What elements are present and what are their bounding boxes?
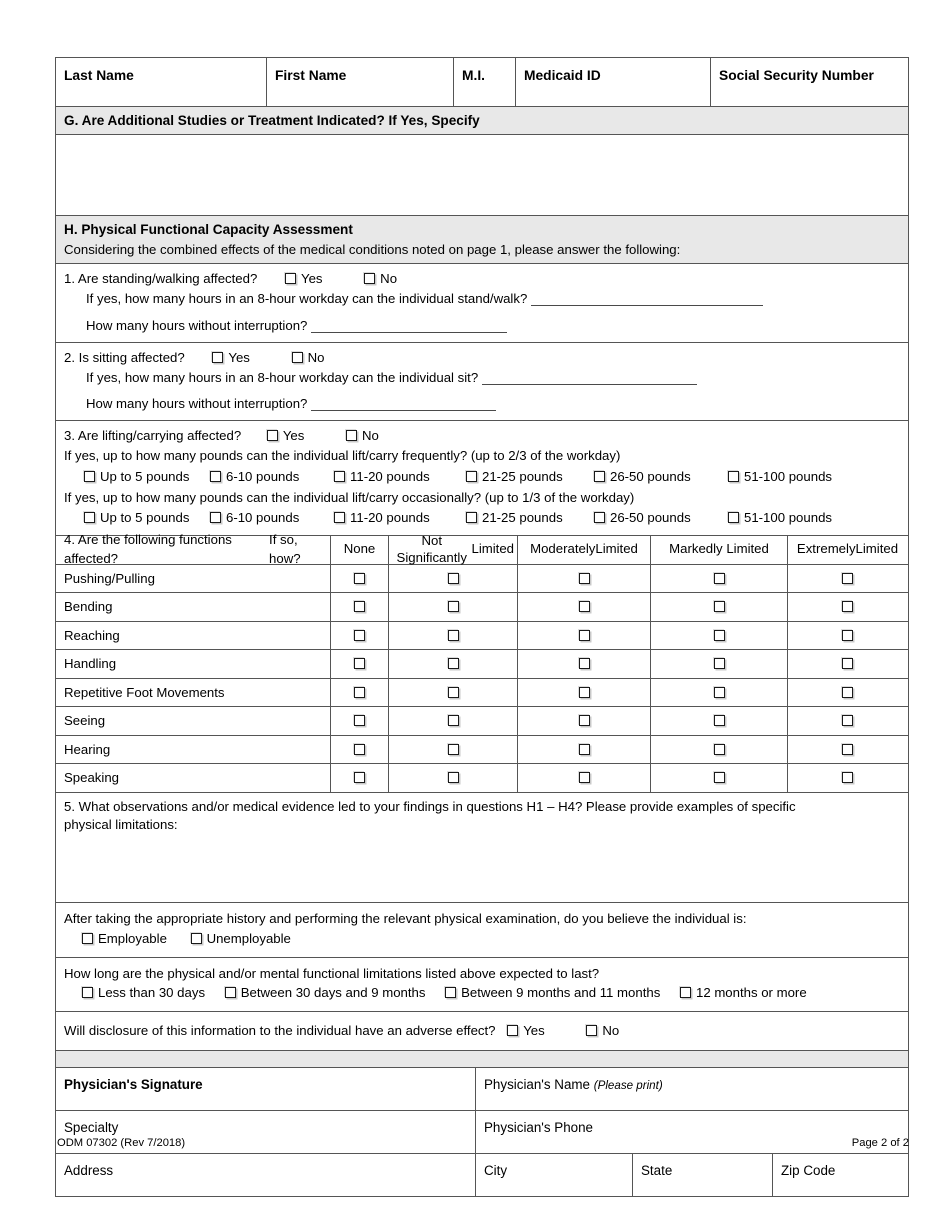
section-h-title: H. Physical Functional Capacity Assessment (64, 222, 353, 238)
disclosure-prompt: Will disclosure of this information to the individual have an adverse effect? (64, 1023, 496, 1039)
physician-name-label: Physician's Name (484, 1077, 591, 1093)
h4-function-label: Bending (56, 593, 331, 621)
h1-hours-workday-line (64, 289, 900, 309)
checkbox-icon[interactable] (842, 772, 853, 783)
h4-checkbox-cell[interactable] (518, 593, 651, 621)
h4-function-label: Handling (56, 650, 331, 678)
section-g-answer-box[interactable] (56, 135, 908, 215)
signature-divider (56, 1051, 908, 1067)
h4-checkbox-cell[interactable] (389, 565, 518, 593)
duration-block (56, 958, 908, 1012)
h4-column-header-none (331, 536, 389, 564)
h1-uninterrupted-line (64, 316, 900, 336)
checkbox-icon[interactable] (728, 471, 739, 482)
checkbox-icon[interactable] (448, 658, 459, 669)
state-label: State (641, 1163, 673, 1179)
h2-no-label: No (307, 349, 325, 365)
h4-function-label: Pushing/Pulling (56, 565, 331, 593)
duration-option-label-2: Between 9 months and 11 months (461, 985, 661, 1001)
h3-occ-option-label-2: 11-20 pounds (350, 510, 430, 526)
employability-row (56, 903, 908, 958)
question-h2-row (56, 343, 908, 421)
checkbox-icon[interactable] (84, 471, 95, 482)
city-label: City (484, 1163, 508, 1179)
h3-occ-option-0[interactable] (84, 508, 210, 528)
physician-name-note: (Please print) (593, 1079, 663, 1093)
h3-freq-option-label-4: 26-50 pounds (610, 468, 691, 484)
h4-checkbox-cell[interactable] (331, 707, 389, 735)
checkbox-icon[interactable] (714, 601, 725, 612)
employability-options (64, 929, 900, 949)
h2-hours-workday-line (64, 368, 900, 388)
table-row (56, 707, 908, 736)
checkbox-icon[interactable] (448, 772, 459, 783)
question-h1-row (56, 264, 908, 342)
zip-code-field[interactable] (773, 1154, 908, 1196)
first-name-field[interactable] (267, 58, 454, 106)
section-g-banner-row (56, 107, 908, 135)
h3-no-option[interactable] (346, 426, 379, 446)
h4-checkbox-cell[interactable] (788, 707, 907, 735)
table-row (56, 736, 908, 765)
checkbox-icon[interactable] (354, 687, 365, 698)
checkbox-icon[interactable] (714, 744, 725, 755)
h4-checkbox-cell[interactable] (518, 650, 651, 678)
address-label: Address (64, 1163, 114, 1179)
h4-prompt-line2: If so, how? (269, 532, 301, 567)
h4-checkbox-cell[interactable] (518, 736, 651, 764)
h3-occ-option-4[interactable] (594, 508, 728, 528)
h3-occ-option-5[interactable] (728, 508, 832, 528)
h4-checkbox-cell[interactable] (331, 565, 389, 593)
form-container (55, 57, 909, 1197)
h1-yes-option[interactable] (285, 269, 323, 289)
table-row (56, 679, 908, 708)
checkbox-icon[interactable] (579, 715, 590, 726)
checkbox-icon[interactable] (334, 512, 345, 523)
h2-uninterrupted-input[interactable] (311, 397, 496, 411)
checkbox-icon[interactable] (594, 471, 605, 482)
h2-hours-workday-label: If yes, how many hours in an 8-hour workday can the individual sit? (86, 369, 479, 385)
h1-hours-workday-label: If yes, how many hours in an 8-hour workday can the individual stand/walk? (86, 291, 528, 307)
table-row (56, 764, 908, 793)
first-name-label: First Name (275, 68, 347, 83)
medicaid-id-field[interactable] (516, 58, 711, 106)
h4-checkbox-cell[interactable] (651, 764, 788, 792)
h4-checkbox-cell[interactable] (331, 679, 389, 707)
checkbox-icon[interactable] (445, 987, 456, 998)
h4-checkbox-cell[interactable] (331, 736, 389, 764)
physician-phone-label: Physician's Phone (484, 1120, 594, 1136)
question-h3 (56, 421, 908, 535)
checkbox-icon[interactable] (507, 1025, 518, 1036)
h4-checkbox-cell[interactable] (651, 679, 788, 707)
question-h4-body (56, 565, 908, 793)
duration-option-1[interactable] (225, 983, 426, 1003)
h4-function-label: Hearing (56, 736, 331, 764)
medicaid-id-label: Medicaid ID (524, 68, 601, 83)
h5-prompt-line1: 5. What observations and/or medical evidence led to your findings in questions H1 – H4? Please provide examples of specific (64, 798, 796, 814)
checkbox-icon[interactable] (84, 512, 95, 523)
checkbox-icon[interactable] (579, 744, 590, 755)
h4-col-mod-line2: Limited (595, 541, 638, 557)
h4-checkbox-cell[interactable] (651, 593, 788, 621)
h3-occ-option-2[interactable] (334, 508, 466, 528)
h3-frequently-options (62, 466, 900, 488)
checkbox-icon[interactable] (191, 933, 202, 944)
patient-identification-row (56, 58, 908, 107)
h1-hours-workday-input[interactable] (531, 292, 763, 306)
h4-checkbox-cell[interactable] (651, 622, 788, 650)
duration-option-0[interactable] (82, 983, 205, 1003)
section-h-banner-row (56, 216, 908, 264)
h4-column-header-moderately-limited (518, 536, 651, 564)
checkbox-icon[interactable] (579, 772, 590, 783)
h4-col-notsig-line1: Not Significantly (396, 532, 467, 566)
h4-checkbox-cell[interactable] (389, 764, 518, 792)
h2-yes-option[interactable] (212, 348, 250, 368)
checkbox-icon[interactable] (346, 430, 357, 441)
h3-occ-option-label-4: 26-50 pounds (610, 510, 691, 526)
last-name-label: Last Name (64, 68, 134, 83)
checkbox-icon[interactable] (212, 352, 223, 363)
form-id: ODM 07302 (Rev 7/2018) (57, 1137, 186, 1149)
question-h5-row (56, 793, 908, 903)
h3-yes-label: Yes (282, 428, 305, 444)
ssn-label: Social Security Number (719, 68, 874, 83)
h4-checkbox-cell[interactable] (788, 650, 907, 678)
checkbox-icon[interactable] (842, 715, 853, 726)
h4-function-label: Seeing (56, 707, 331, 735)
duration-option-2[interactable] (445, 983, 660, 1003)
h4-checkbox-cell[interactable] (651, 736, 788, 764)
h3-occasionally-prompt: If yes, up to how many pounds can the individual lift/carry occasionally? (up to 1/3 of the workday) (64, 489, 635, 505)
checkbox-icon[interactable] (714, 772, 725, 783)
checkbox-icon[interactable] (842, 573, 853, 584)
page-footer (57, 1137, 909, 1149)
h3-occ-option-label-3: 21-25 pounds (482, 510, 563, 526)
checkbox-icon[interactable] (579, 630, 590, 641)
h4-column-header-not-significantly-limited (389, 532, 518, 566)
section-h-subtitle: Considering the combined effects of the medical conditions noted on page 1, please answer the following: (64, 241, 681, 257)
employable-label: Employable (98, 930, 167, 946)
checkbox-icon[interactable] (354, 601, 365, 612)
h2-yes-label: Yes (228, 349, 250, 365)
h4-col-notsig-line2: Limited (471, 541, 514, 557)
h3-prompt-line (62, 426, 900, 446)
checkbox-icon[interactable] (267, 430, 278, 441)
h4-prompt-line1: 4. Are the following functions affected? (64, 532, 232, 567)
checkbox-icon[interactable] (448, 573, 459, 584)
checkbox-icon[interactable] (579, 601, 590, 612)
checkbox-icon[interactable] (728, 512, 739, 523)
h3-freq-option-2[interactable] (334, 467, 466, 487)
checkbox-icon[interactable] (354, 772, 365, 783)
h4-checkbox-cell[interactable] (389, 679, 518, 707)
table-row (56, 593, 908, 622)
disclosure-yes-label: Yes (523, 1023, 545, 1039)
h4-checkbox-cell[interactable] (518, 565, 651, 593)
disclosure-row (56, 1012, 908, 1051)
ssn-field[interactable] (711, 58, 907, 106)
employability-prompt: After taking the appropriate history and performing the relevant physical examination, do you believe the individual is: (64, 911, 747, 927)
h3-freq-option-5[interactable] (728, 467, 832, 487)
disclosure-no-label: No (602, 1023, 620, 1039)
h4-checkbox-cell[interactable] (788, 764, 907, 792)
checkbox-icon[interactable] (285, 273, 296, 284)
employable-option[interactable] (82, 929, 167, 949)
checkbox-icon[interactable] (842, 658, 853, 669)
h4-column-header-markedly-limited (651, 536, 788, 564)
h4-col-mod-line1: Moderately (530, 541, 596, 557)
table-row (56, 622, 908, 651)
h3-occ-option-3[interactable] (466, 508, 594, 528)
checkbox-icon[interactable] (354, 630, 365, 641)
h4-checkbox-cell[interactable] (651, 650, 788, 678)
h4-checkbox-cell[interactable] (518, 622, 651, 650)
duration-option-3[interactable] (680, 983, 807, 1003)
table-row (56, 650, 908, 679)
checkbox-icon[interactable] (714, 715, 725, 726)
question-h1 (56, 264, 908, 341)
h4-checkbox-cell[interactable] (518, 764, 651, 792)
h4-checkbox-cell[interactable] (389, 650, 518, 678)
h3-frequently-prompt: If yes, up to how many pounds can the individual lift/carry frequently? (up to 2/3 of the workday) (64, 447, 621, 463)
checkbox-icon[interactable] (579, 687, 590, 698)
h4-col-marked-line1: Markedly Limited (669, 541, 769, 557)
h1-no-label: No (380, 271, 398, 287)
h4-prompt-cell (56, 532, 331, 567)
h4-checkbox-cell[interactable] (331, 622, 389, 650)
page-number: Page 2 of 2 (851, 1137, 909, 1149)
h2-uninterrupted-label: How many hours without interruption? (86, 396, 308, 412)
h1-prompt: 1. Are standing/walking affected? (64, 271, 258, 287)
h1-yes-label: Yes (300, 271, 323, 287)
duration-option-label-3: 12 months or more (695, 985, 807, 1001)
checkbox-icon[interactable] (466, 512, 477, 523)
duration-option-label-1: Between 30 days and 9 months (240, 985, 426, 1001)
h1-prompt-line (64, 269, 900, 289)
checkbox-icon[interactable] (842, 744, 853, 755)
h3-freq-option-label-5: 51-100 pounds (744, 468, 832, 484)
last-name-field[interactable] (56, 58, 267, 106)
h4-checkbox-cell[interactable] (788, 679, 907, 707)
checkbox-icon[interactable] (448, 715, 459, 726)
question-h2 (56, 343, 908, 420)
unemployable-label: Unemployable (206, 930, 291, 946)
physician-signature-row (56, 1068, 908, 1111)
disclosure-block (56, 1012, 908, 1050)
section-g-title: G. Are Additional Studies or Treatment Indicated? If Yes, Specify (56, 107, 908, 134)
h3-freq-option-label-1: 6-10 pounds (226, 468, 300, 484)
h4-col-none-line1: None (343, 541, 376, 557)
middle-initial-label: M.I. (462, 68, 485, 83)
checkbox-icon[interactable] (466, 471, 477, 482)
checkbox-icon[interactable] (714, 658, 725, 669)
duration-options (64, 983, 900, 1003)
h5-prompt-line2: physical limitations: (64, 817, 178, 833)
section-g-answer-row (56, 135, 908, 216)
checkbox-icon[interactable] (354, 573, 365, 584)
h4-checkbox-cell[interactable] (788, 593, 907, 621)
employability-block (56, 903, 908, 957)
physician-name-field[interactable] (476, 1068, 908, 1110)
h1-uninterrupted-input[interactable] (311, 319, 507, 333)
h3-freq-option-label-2: 11-20 pounds (350, 468, 430, 484)
signature-divider-row (56, 1051, 908, 1068)
h3-occ-option-label-1: 6-10 pounds (226, 510, 300, 526)
h2-prompt: 2. Is sitting affected? (64, 349, 185, 365)
h3-yes-option[interactable] (267, 426, 305, 446)
middle-initial-field[interactable] (454, 58, 516, 106)
checkbox-icon[interactable] (586, 1025, 597, 1036)
checkbox-icon[interactable] (448, 687, 459, 698)
checkbox-icon[interactable] (334, 471, 345, 482)
section-h-banner (56, 216, 908, 263)
h4-checkbox-cell[interactable] (651, 707, 788, 735)
h4-checkbox-cell[interactable] (389, 707, 518, 735)
checkbox-icon[interactable] (842, 630, 853, 641)
checkbox-icon[interactable] (594, 512, 605, 523)
specialty-label: Specialty (64, 1120, 119, 1136)
checkbox-icon[interactable] (364, 273, 375, 284)
disclosure-no-option[interactable] (586, 1021, 619, 1041)
h4-checkbox-cell[interactable] (389, 736, 518, 764)
checkbox-icon[interactable] (210, 471, 221, 482)
h4-checkbox-cell[interactable] (788, 622, 907, 650)
duration-prompt: How long are the physical and/or mental functional limitations listed above expected to last? (64, 965, 600, 981)
h4-checkbox-cell[interactable] (331, 650, 389, 678)
h4-function-label: Speaking (56, 764, 331, 792)
zip-code-label: Zip Code (781, 1163, 836, 1179)
h4-checkbox-cell[interactable] (331, 764, 389, 792)
question-h5 (56, 793, 908, 902)
h3-freq-option-3[interactable] (466, 467, 594, 487)
checkbox-icon[interactable] (354, 715, 365, 726)
checkbox-icon[interactable] (714, 573, 725, 584)
h4-checkbox-cell[interactable] (518, 679, 651, 707)
h3-freq-option-1[interactable] (210, 467, 334, 487)
state-field[interactable] (633, 1154, 773, 1196)
checkbox-icon[interactable] (842, 687, 853, 698)
h3-no-label: No (362, 428, 379, 444)
h3-occ-option-1[interactable] (210, 508, 334, 528)
h2-uninterrupted-line (64, 394, 900, 414)
checkbox-icon[interactable] (448, 601, 459, 612)
checkbox-icon[interactable] (714, 630, 725, 641)
h4-checkbox-cell[interactable] (788, 736, 907, 764)
h4-checkbox-cell[interactable] (518, 707, 651, 735)
checkbox-icon[interactable] (842, 601, 853, 612)
checkbox-icon[interactable] (82, 987, 93, 998)
h4-checkbox-cell[interactable] (788, 565, 907, 593)
h3-occ-option-label-5: 51-100 pounds (744, 510, 832, 526)
checkbox-icon[interactable] (448, 630, 459, 641)
checkbox-icon[interactable] (354, 744, 365, 755)
question-h4-header-row (56, 532, 908, 567)
h3-freq-option-label-3: 21-25 pounds (482, 468, 563, 484)
checkbox-icon[interactable] (82, 933, 93, 944)
h2-hours-workday-input[interactable] (482, 371, 697, 385)
physician-signature-label: Physician's Signature (64, 1077, 203, 1093)
checkbox-icon[interactable] (579, 573, 590, 584)
unemployable-option[interactable] (191, 929, 291, 949)
duration-row (56, 958, 908, 1013)
h3-freq-option-label-0: Up to 5 pounds (100, 468, 190, 484)
h2-no-option[interactable] (292, 348, 325, 368)
h1-no-option[interactable] (364, 269, 397, 289)
city-field[interactable] (476, 1154, 633, 1196)
h4-function-label: Repetitive Foot Movements (56, 679, 331, 707)
checkbox-icon[interactable] (448, 744, 459, 755)
h5-answer-area[interactable] (64, 835, 900, 897)
address-row (56, 1154, 908, 1196)
question-h3-row (56, 421, 908, 536)
h3-freq-option-0[interactable] (84, 467, 210, 487)
disclosure-yes-option[interactable] (507, 1021, 545, 1041)
h4-checkbox-cell[interactable] (389, 593, 518, 621)
h4-checkbox-cell[interactable] (389, 622, 518, 650)
duration-option-label-0: Less than 30 days (98, 985, 206, 1001)
h4-column-header-extremely-limited (788, 536, 907, 564)
checkbox-icon[interactable] (579, 658, 590, 669)
h4-checkbox-cell[interactable] (331, 593, 389, 621)
checkbox-icon[interactable] (680, 987, 691, 998)
checkbox-icon[interactable] (292, 352, 303, 363)
h3-occ-option-label-0: Up to 5 pounds (100, 510, 190, 526)
h2-prompt-line (64, 348, 900, 368)
h1-uninterrupted-label: How many hours without interruption? (86, 317, 308, 333)
table-row (56, 565, 908, 594)
h3-prompt: 3. Are lifting/carrying affected? (64, 428, 242, 444)
h4-col-ext-line1: Extremely (796, 541, 856, 557)
checkbox-icon[interactable] (210, 512, 221, 523)
h3-freq-option-4[interactable] (594, 467, 728, 487)
checkbox-icon[interactable] (354, 658, 365, 669)
physician-signature-field[interactable] (56, 1068, 476, 1110)
h3-occasionally-options (62, 507, 900, 529)
checkbox-icon[interactable] (714, 687, 725, 698)
h4-checkbox-cell[interactable] (651, 565, 788, 593)
checkbox-icon[interactable] (225, 987, 236, 998)
h4-col-ext-line2: Limited (855, 541, 899, 557)
h4-function-label: Reaching (56, 622, 331, 650)
address-field[interactable] (56, 1154, 476, 1196)
